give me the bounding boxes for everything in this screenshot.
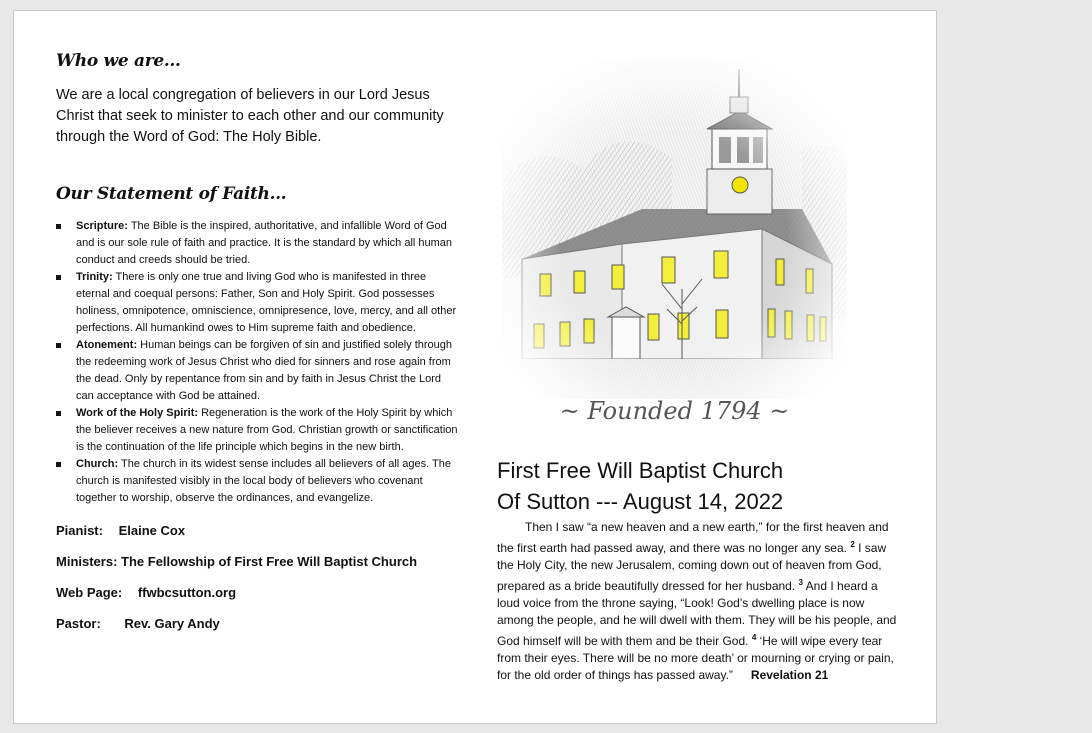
founded-caption: ~ Founded 1794 ~ bbox=[559, 397, 790, 425]
pianist-label: Pianist: bbox=[56, 523, 103, 538]
bulletin-page bbox=[13, 10, 937, 724]
verse-number: 3 bbox=[798, 578, 803, 587]
statement-of-faith-heading: Our Statement of Faith… bbox=[56, 184, 287, 204]
pianist-name: Elaine Cox bbox=[118, 523, 186, 538]
scripture-reference: Revelation 21 bbox=[750, 668, 829, 682]
bullet-icon bbox=[56, 343, 61, 348]
faith-item-scripture bbox=[76, 218, 461, 269]
scripture-part: I saw the Holy City, the new Jerusalem, coming down out of heaven from God, prepared as a bride beautifully dressed for her husband. bbox=[497, 541, 887, 593]
faith-term: Church: bbox=[76, 458, 119, 470]
faith-item-church bbox=[76, 456, 461, 507]
pastor-label: Pastor: bbox=[56, 616, 101, 631]
left-column bbox=[56, 51, 461, 645]
verse-number: 2 bbox=[850, 540, 855, 549]
faith-term: Scripture: bbox=[76, 220, 128, 232]
scripture-part: And I heard a loud voice from the throne saying, “Look! God’s dwelling place is now among the people, and he will dwell with them. They will be his people, and God himself will be with them and be their God. bbox=[497, 579, 897, 648]
who-we-are-heading: Who we are… bbox=[56, 51, 181, 71]
faith-text: The church in its widest sense includes all believers of all ages. The church is manifested visibly in the local body of believers who covenant together to worship, observe the ordinances, and evangelize. bbox=[76, 458, 451, 504]
scripture-part: or mourning or crying or pain, for the old order of things has passed away.” bbox=[497, 651, 894, 682]
church-title-line2: Of Sutton --- August 14, 2022 bbox=[497, 489, 784, 514]
faith-term: Work of the Holy Spirit: bbox=[76, 407, 199, 419]
scripture-part: for the first heaven and the first earth had passed away, and there was no longer any sea. bbox=[497, 520, 889, 555]
faith-term: Trinity: bbox=[76, 271, 113, 283]
scripture-part: ‘He will wipe every tear from their eyes. There will be no more death’ bbox=[497, 634, 883, 665]
bullet-icon bbox=[56, 462, 61, 467]
web-line bbox=[56, 583, 461, 614]
pastor-line bbox=[56, 614, 461, 645]
ministers-line bbox=[56, 552, 461, 583]
info-block bbox=[56, 521, 461, 645]
church-sketch-image bbox=[502, 59, 847, 399]
faith-text: Human beings can be forgiven of sin and justified solely through the redeeming work of Jesus Christ who died for sinners and rose again from the dead. Only by repentance from sin and by faith in Jesus Christ the Lord can acceptance with God be attained. bbox=[76, 339, 453, 402]
faith-item-holy-spirit bbox=[76, 405, 461, 456]
faith-term: Atonement: bbox=[76, 339, 138, 351]
scripture-passage bbox=[497, 519, 897, 684]
faith-list bbox=[56, 218, 461, 507]
church-title bbox=[497, 455, 917, 517]
scripture-part: Then I saw “a new heaven and a new earth,” bbox=[525, 520, 763, 534]
who-we-are-text: We are a local congregation of believers in our Lord Jesus Christ that seek to minister to each other and our community through the Word of God: The Holy Bible. bbox=[56, 87, 444, 145]
faith-text: The Bible is the inspired, authoritative, and infallible Word of God and is our sole rule of faith and practice. It is the standard by which all human conduct and creeds should be tried. bbox=[76, 220, 453, 266]
pastor-name: Rev. Gary Andy bbox=[124, 616, 220, 631]
church-title-line1: First Free Will Baptist Church bbox=[497, 458, 784, 483]
faith-text: There is only one true and living God who is manifested in three eternal and coequal persons: Father, Son and Holy Spirit. God possesses holiness, omnipotence, omniscience, omnipresence, love, mercy, and all other perfections. All humankind owes to Him supreme faith and obedience. bbox=[76, 271, 457, 334]
verse-number: 4 bbox=[751, 633, 757, 642]
ministers-name: The Fellowship of First Free Will Baptist Church bbox=[121, 554, 418, 569]
faith-item-atonement bbox=[76, 337, 461, 405]
faith-item-trinity bbox=[76, 269, 461, 337]
bullet-icon bbox=[56, 411, 61, 416]
bullet-icon bbox=[56, 275, 61, 280]
faith-text: Regeneration is the work of the Holy Spirit by which the believer receives a new nature from God. Christian growth or sanctification is the continuation of the life principle which begins in the new birth. bbox=[76, 407, 458, 453]
web-label: Web Page: bbox=[56, 585, 123, 600]
web-link[interactable]: ffwbcsutton.org bbox=[137, 585, 237, 600]
bullet-icon bbox=[56, 224, 61, 229]
ministers-label: Ministers: bbox=[56, 554, 118, 569]
pianist-line bbox=[56, 521, 461, 552]
